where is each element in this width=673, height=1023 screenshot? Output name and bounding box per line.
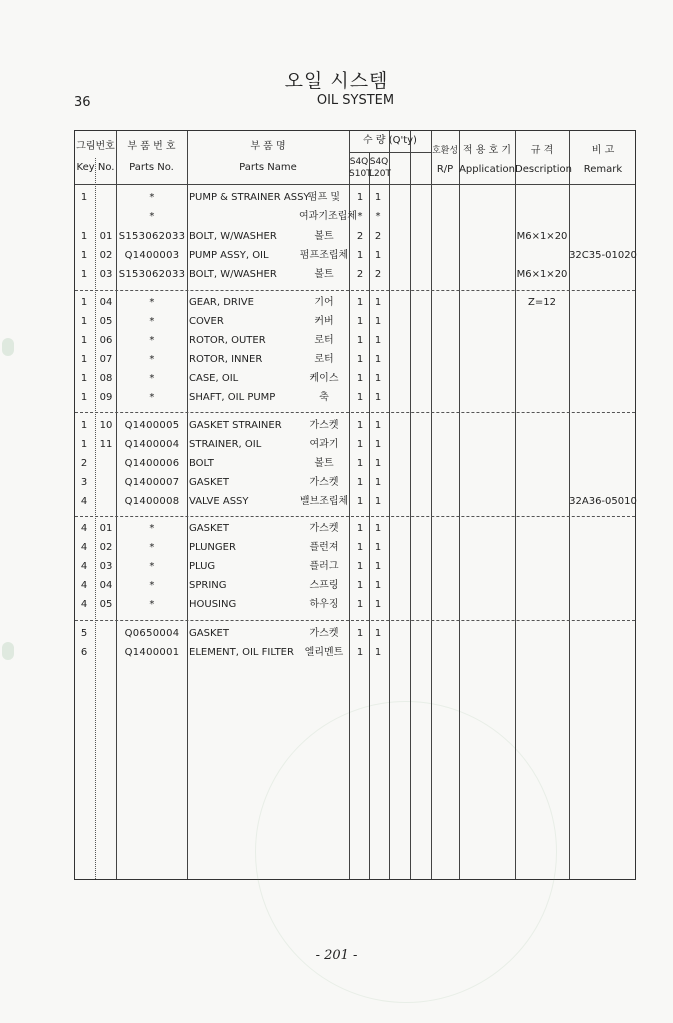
cell-name-en: PUMP & STRAINER ASSY: [189, 192, 310, 203]
cell-key: 1: [80, 250, 88, 261]
cell-q2: 1: [374, 392, 382, 403]
cell-name-ko: 여과기조립체: [299, 211, 357, 222]
cell-name-ko: 밸브조립체: [299, 496, 349, 507]
cell-q2: 1: [374, 599, 382, 610]
table-row: [75, 454, 635, 473]
cell-parts-no: *: [149, 316, 155, 327]
header-qty-s4q-s10t: S4Q S10T: [349, 157, 372, 179]
page-footer: - 201 -: [315, 948, 358, 963]
cell-name-en: BOLT: [189, 458, 214, 469]
cell-key: 4: [80, 599, 88, 610]
cell-parts-no: *: [149, 297, 155, 308]
cell-sub: 04: [99, 297, 113, 308]
cell-name-ko: 여과기: [309, 439, 339, 450]
cell-name-ko: 스프링: [309, 580, 339, 591]
table-row: [75, 519, 635, 538]
cell-q1: 2: [356, 269, 364, 280]
cell-key: 1: [80, 231, 88, 242]
cell-key: 4: [80, 523, 88, 534]
cell-parts-no: *: [149, 561, 155, 572]
cell-q1: 1: [356, 354, 364, 365]
cell-name-ko: 가스켓: [309, 628, 339, 639]
cell-name-ko: 플러그: [309, 561, 339, 572]
cell-desc: M6×1×20: [516, 231, 568, 242]
cell-sub: 05: [99, 316, 113, 327]
table-row: [75, 557, 635, 576]
cell-name-en: GASKET: [189, 523, 229, 534]
table-row: [75, 207, 635, 226]
cell-sub: 06: [99, 335, 113, 346]
cell-q1: 1: [356, 542, 364, 553]
cell-key: 5: [80, 628, 88, 639]
cell-q1: 1: [356, 477, 364, 488]
cell-q1: 1: [356, 439, 364, 450]
page-title-korean: 오일 시스템: [284, 70, 389, 92]
table-row: [75, 312, 635, 331]
cell-name-ko: 로터: [314, 335, 334, 346]
cell-name-en: GEAR, DRIVE: [189, 297, 254, 308]
table-row: [75, 246, 635, 265]
header-rp-ko: 호환성: [431, 146, 459, 156]
cell-name-en: VALVE ASSY: [189, 496, 249, 507]
cell-q1: 1: [356, 580, 364, 591]
cell-remark: 32A36-05010: [569, 496, 637, 507]
cell-name-en: CASE, OIL: [189, 373, 239, 384]
cell-sub: 05: [99, 599, 113, 610]
table-row: [75, 331, 635, 350]
binder-hole-mark: [2, 338, 14, 356]
cell-sub: 10: [99, 420, 113, 431]
cell-parts-no: Q1400001: [124, 647, 180, 658]
table-row: [75, 265, 635, 284]
cell-q1: 1: [356, 458, 364, 469]
cell-parts-no: Q1400006: [124, 458, 180, 469]
table-row: [75, 643, 635, 662]
page-title-english: OIL SYSTEM: [316, 93, 395, 108]
cell-q2: 1: [374, 373, 382, 384]
cell-name-ko: 축: [319, 392, 329, 403]
header-name-ko: 부 품 명: [250, 141, 286, 152]
cell-key: 1: [80, 420, 88, 431]
header-rp-en: R/P: [436, 164, 454, 175]
cell-sub: 01: [99, 523, 113, 534]
cell-parts-no: Q0650004: [124, 628, 180, 639]
table-row: [75, 576, 635, 595]
cell-name-ko: 가스켓: [309, 477, 339, 488]
cell-q2: 1: [374, 316, 382, 327]
cell-parts-no: Q1400003: [124, 250, 180, 261]
table-row: [75, 595, 635, 614]
cell-name-ko: 가스켓: [309, 523, 339, 534]
table-row: [75, 435, 635, 454]
cell-q2: 1: [374, 580, 382, 591]
cell-q1: *: [357, 211, 363, 222]
cell-q1: 1: [356, 297, 364, 308]
cell-parts-no: *: [149, 580, 155, 591]
cell-name-en: SPRING: [189, 580, 227, 591]
header-remark-en: Remark: [583, 164, 623, 175]
cell-key: 1: [80, 335, 88, 346]
header-qty-s4q-l20t: S4Q L20T: [369, 157, 391, 179]
cell-name-ko: 로터: [314, 354, 334, 365]
cell-name-ko: 펌프 및: [307, 192, 341, 203]
table-row: [75, 227, 635, 246]
cell-sub: 07: [99, 354, 113, 365]
table-row: [75, 473, 635, 492]
cell-name-en: COVER: [189, 316, 224, 327]
cell-parts-no: *: [149, 599, 155, 610]
cell-key: 1: [80, 392, 88, 403]
cell-name-ko: 볼트: [314, 458, 334, 469]
cell-parts-no: S153062033: [118, 269, 186, 280]
header-key-ko: 그림번호: [76, 141, 115, 152]
cell-q1: 1: [356, 628, 364, 639]
cell-q1: 1: [356, 192, 364, 203]
cell-parts-no: Q1400008: [124, 496, 180, 507]
cell-name-en: STRAINER, OIL: [189, 439, 262, 450]
cell-sub: 03: [99, 269, 113, 280]
cell-parts-no: S153062033: [118, 231, 186, 242]
cell-q2: 1: [374, 439, 382, 450]
cell-name-en: PLUNGER: [189, 542, 236, 553]
cell-name-ko: 커버: [314, 316, 334, 327]
header-description-en: Description: [515, 164, 572, 175]
header-parts-no-en: Parts No.: [129, 162, 174, 173]
binder-hole-mark: [2, 642, 14, 660]
cell-q2: 1: [374, 297, 382, 308]
cell-q1: 1: [356, 392, 364, 403]
page-number: 36: [74, 95, 91, 110]
cell-q2: *: [375, 211, 381, 222]
cell-name-en: ROTOR, INNER: [189, 354, 263, 365]
cell-key: 1: [80, 373, 88, 384]
cell-q2: 1: [374, 542, 382, 553]
cell-q1: 1: [356, 250, 364, 261]
cell-key: 1: [80, 269, 88, 280]
cell-sub: 02: [99, 542, 113, 553]
header-description-ko: 규 격: [530, 145, 554, 156]
cell-key: 1: [80, 192, 88, 203]
cell-q2: 1: [374, 420, 382, 431]
header-quantity: 수 량 (Q'ty): [363, 135, 417, 146]
header-application-ko: 적 용 호 기: [462, 145, 512, 156]
cell-q1: 1: [356, 373, 364, 384]
cell-name-en: PUMP ASSY, OIL: [189, 250, 269, 261]
cell-parts-no: Q1400005: [124, 420, 180, 431]
cell-key: 4: [80, 496, 88, 507]
cell-q2: 1: [374, 477, 382, 488]
table-row: [75, 293, 635, 312]
cell-name-en: PLUG: [189, 561, 216, 572]
cell-name-en: SHAFT, OIL PUMP: [189, 392, 276, 403]
cell-key: 1: [80, 297, 88, 308]
cell-parts-no: *: [149, 373, 155, 384]
cell-name-en: BOLT, W/WASHER: [189, 269, 277, 280]
cell-q2: 1: [374, 250, 382, 261]
cell-name-ko: 가스켓: [309, 420, 339, 431]
cell-q1: 1: [356, 420, 364, 431]
cell-key: 6: [80, 647, 88, 658]
cell-q2: 1: [374, 523, 382, 534]
cell-name-ko: 하우징: [309, 599, 339, 610]
cell-name-ko: 볼트: [314, 231, 334, 242]
cell-key: 4: [80, 561, 88, 572]
cell-name-ko: 엘리멘트: [304, 647, 344, 658]
cell-sub: 09: [99, 392, 113, 403]
header-remark-ko: 비 고: [591, 145, 615, 156]
cell-q1: 1: [356, 335, 364, 346]
cell-q1: 1: [356, 523, 364, 534]
cell-parts-no: *: [149, 392, 155, 403]
cell-q1: 2: [356, 231, 364, 242]
table-row: [75, 188, 635, 207]
cell-name-ko: 펌프조립체: [299, 250, 349, 261]
cell-sub: 02: [99, 250, 113, 261]
cell-parts-no: *: [149, 354, 155, 365]
cell-name-en: ELEMENT, OIL FILTER: [189, 647, 294, 658]
cell-name-en: ROTOR, OUTER: [189, 335, 266, 346]
cell-name-ko: 케이스: [309, 373, 339, 384]
cell-sub: 08: [99, 373, 113, 384]
cell-parts-no: Q1400004: [124, 439, 180, 450]
cell-q1: 1: [356, 647, 364, 658]
cell-q1: 1: [356, 496, 364, 507]
table-row: [75, 492, 635, 511]
cell-remark: 32C35-01020: [569, 250, 637, 261]
cell-q2: 1: [374, 496, 382, 507]
cell-parts-no: Q1400007: [124, 477, 180, 488]
cell-q2: 2: [374, 231, 382, 242]
cell-key: 1: [80, 354, 88, 365]
table-row: [75, 538, 635, 557]
cell-q1: 1: [356, 316, 364, 327]
header-name-en: Parts Name: [239, 162, 297, 173]
cell-key: 4: [80, 580, 88, 591]
table-row: [75, 369, 635, 388]
cell-q2: 1: [374, 647, 382, 658]
cell-desc: M6×1×20: [516, 269, 568, 280]
cell-sub: 01: [99, 231, 113, 242]
cell-name-en: BOLT, W/WASHER: [189, 231, 277, 242]
cell-key: 4: [80, 542, 88, 553]
table-row: [75, 416, 635, 435]
cell-q2: 1: [374, 335, 382, 346]
cell-name-ko: 볼트: [314, 269, 334, 280]
table-row: [75, 388, 635, 407]
table-row: [75, 624, 635, 643]
cell-desc: Z=12: [528, 297, 556, 308]
cell-name-ko: 플런져: [309, 542, 339, 553]
cell-parts-no: *: [149, 192, 155, 203]
cell-key: 3: [80, 477, 88, 488]
header-application-en: Application: [459, 164, 515, 175]
cell-name-en: HOUSING: [189, 599, 237, 610]
cell-key: 1: [80, 439, 88, 450]
cell-name-en: GASKET STRAINER: [189, 420, 282, 431]
header-parts-no-ko: 부 품 번 호: [127, 141, 176, 152]
cell-key: 1: [80, 316, 88, 327]
cell-sub: 04: [99, 580, 113, 591]
cell-q1: 1: [356, 599, 364, 610]
header-key-en: Key No.: [76, 162, 115, 173]
cell-q1: 1: [356, 561, 364, 572]
cell-parts-no: *: [149, 211, 155, 222]
cell-key: 2: [80, 458, 88, 469]
cell-q2: 1: [374, 458, 382, 469]
cell-parts-no: *: [149, 542, 155, 553]
cell-name-en: GASKET: [189, 628, 229, 639]
cell-q2: 1: [374, 561, 382, 572]
cell-parts-no: *: [149, 523, 155, 534]
cell-sub: 03: [99, 561, 113, 572]
cell-q2: 1: [374, 354, 382, 365]
table-row: [75, 350, 635, 369]
cell-q2: 1: [374, 628, 382, 639]
cell-sub: 11: [99, 439, 113, 450]
cell-q2: 1: [374, 192, 382, 203]
cell-name-ko: 기어: [314, 297, 334, 308]
parts-table: [74, 130, 636, 880]
cell-parts-no: *: [149, 335, 155, 346]
cell-q2: 2: [374, 269, 382, 280]
cell-name-en: GASKET: [189, 477, 229, 488]
